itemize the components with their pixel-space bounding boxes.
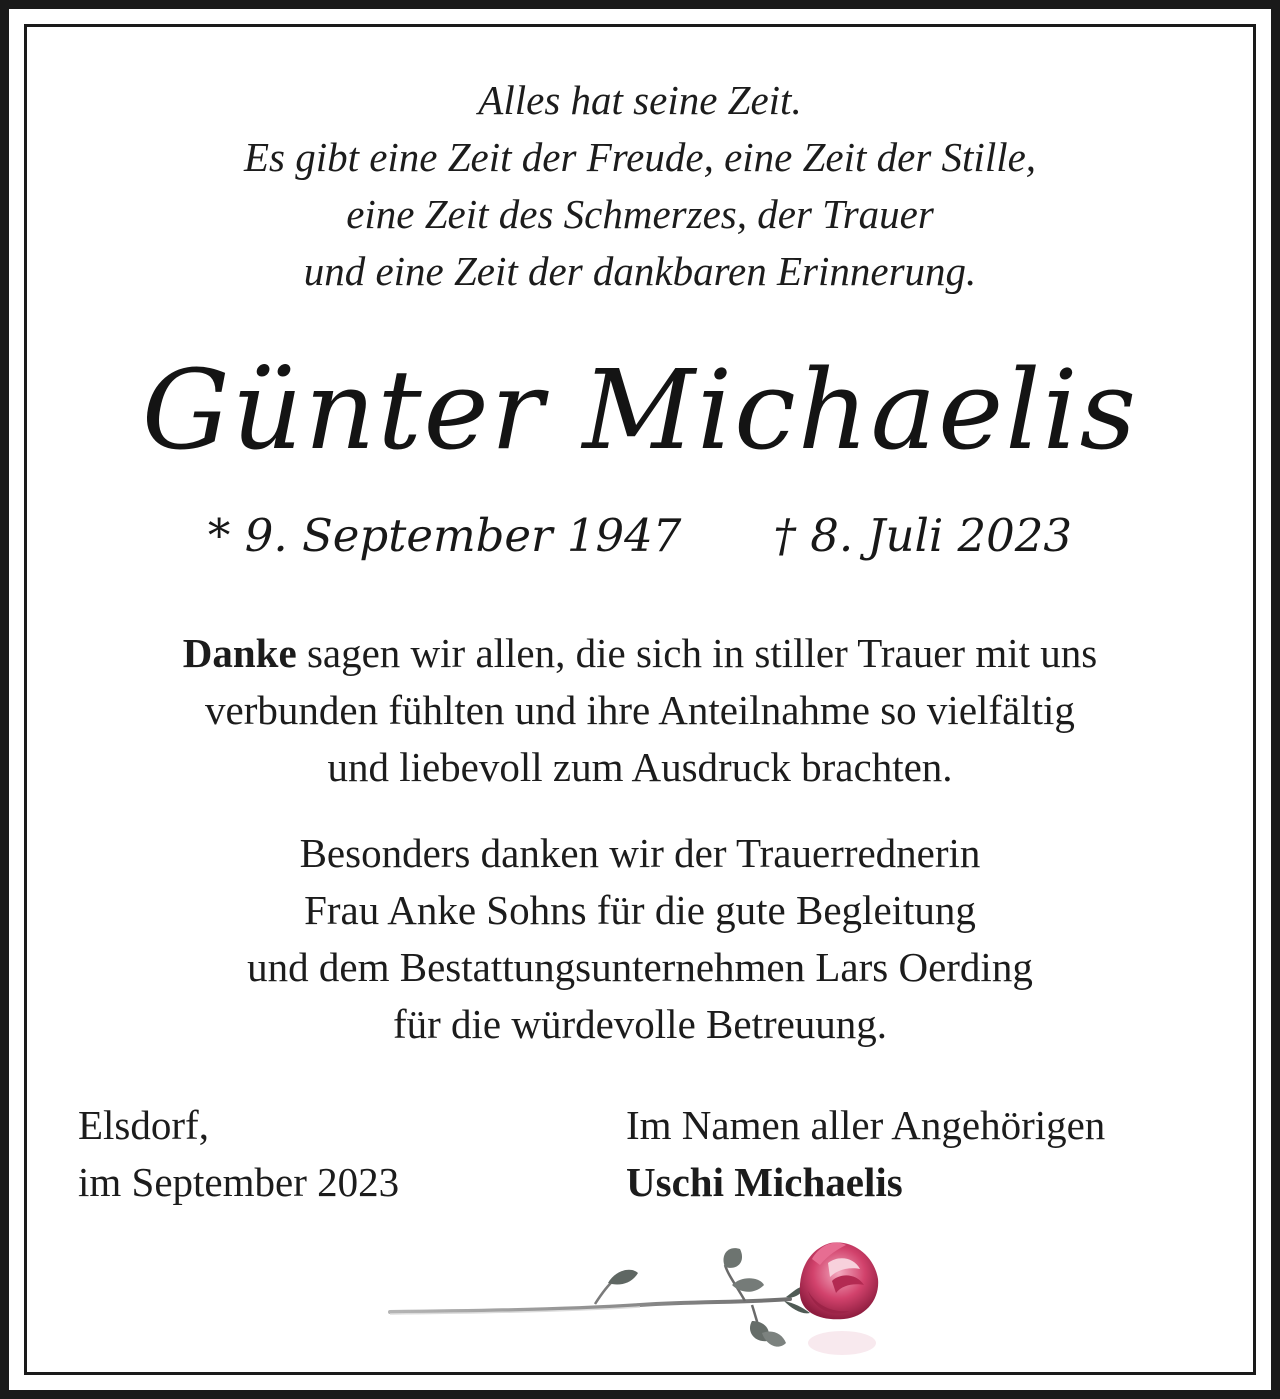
- motto-line: und eine Zeit der dankbaren Erinnerung.: [303, 248, 977, 294]
- thanks-line: und liebevoll zum Ausdruck brachten.: [327, 744, 953, 790]
- rose-icon: [380, 1225, 900, 1375]
- deceased-name: Günter Michaelis: [141, 346, 1139, 474]
- motto-line: Alles hat seine Zeit.: [478, 77, 802, 123]
- notice-date: im September 2023: [78, 1159, 400, 1205]
- special-thanks-line: für die würdevolle Betreuung.: [392, 1001, 888, 1047]
- on-behalf-text: Im Namen aller Angehörigen: [626, 1102, 1106, 1148]
- life-dates: [0, 500, 1280, 572]
- death-date: † 8. Juli 2023: [773, 509, 1073, 562]
- place-and-date: [78, 1097, 399, 1211]
- thanks-line: [0, 625, 1280, 682]
- motto-line: eine Zeit des Schmerzes, der Trauer: [346, 191, 934, 237]
- thanks-paragraph: [0, 625, 1280, 796]
- signature-block: [626, 1097, 1105, 1211]
- special-thanks-paragraph: [0, 825, 1280, 1053]
- thanks-line-text: sagen wir allen, die sich in stiller Trauer mit uns: [296, 630, 1098, 676]
- birth-date: * 9. September 1947: [207, 509, 682, 562]
- thanks-lead: Danke: [182, 630, 297, 676]
- motto-line: Es gibt eine Zeit der Freude, eine Zeit der Stille,: [243, 134, 1037, 180]
- place: Elsdorf,: [78, 1102, 209, 1148]
- thanks-line: verbunden fühlten und ihre Anteilnahme so vielfältig: [205, 687, 1075, 733]
- special-thanks-line: Frau Anke Sohns für die gute Begleitung: [304, 887, 976, 933]
- signer-name: Uschi Michaelis: [626, 1159, 903, 1205]
- special-thanks-line: und dem Bestattungsunternehmen Lars Oerding: [247, 944, 1033, 990]
- motto-poem: [0, 72, 1280, 300]
- special-thanks-line: Besonders danken wir der Trauerrednerin: [299, 830, 981, 876]
